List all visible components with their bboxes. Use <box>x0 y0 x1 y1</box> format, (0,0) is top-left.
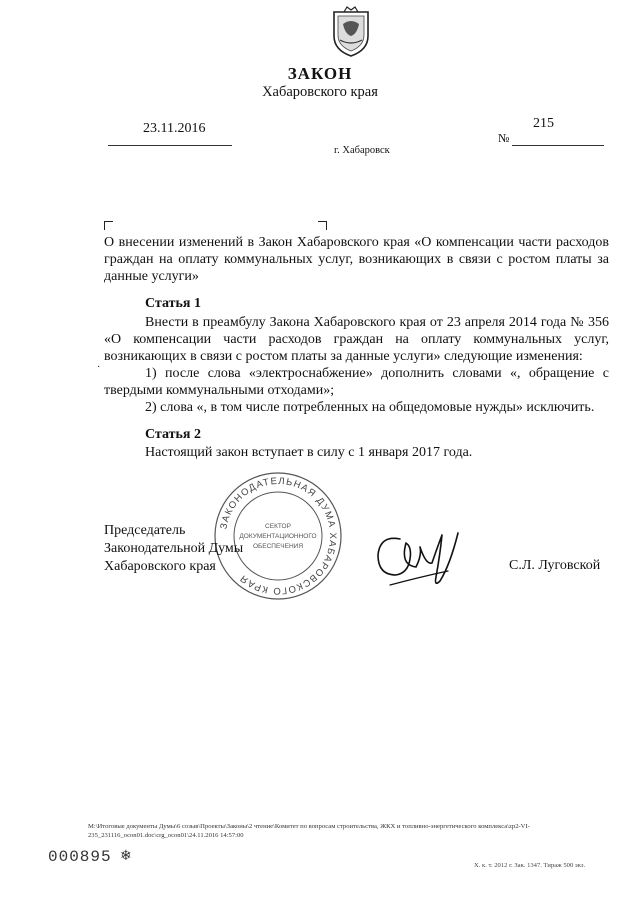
number-label: № <box>498 131 510 145</box>
position-line-2: Законодательной Думы <box>104 541 244 556</box>
heading-bracket-right <box>318 221 327 230</box>
snowflake-icon: ❄ <box>120 849 132 864</box>
article-1-intro: Внести в преамбулу Закона Хабаровского края от 23 апреля 2014 года № 356 «О компенсации части расходов граждан на оплату коммунальных услуг, возникающих в связи с ростом платы за данные услуги» следующие изменения: <box>104 315 609 364</box>
article-2-text: Настоящий закон вступает в силу с 1 января 2017 года. <box>145 445 473 460</box>
heading-bracket-left <box>104 221 113 230</box>
coat-of-arms-icon <box>330 6 372 58</box>
svg-text:СЕКТОР: СЕКТОР <box>265 523 291 530</box>
signatory-position <box>104 522 243 576</box>
footer-file-path: М:\Итоговые документы Думы\6 созыв\Проекты\Законы\2 чтение\Комитет по вопросам строительства, ЖКХ и топливно-энергетического комплекса\zp2-VI-235_231116_ocon01.doc\crg_ocon01\24.11.2016 14:57:00 <box>88 823 530 839</box>
document-date: 23.11.2016 <box>143 121 206 136</box>
position-line-3: Хабаровского края <box>104 559 216 574</box>
svg-text:ДОКУМЕНТАЦИОННОГО: ДОКУМЕНТАЦИОННОГО <box>239 533 317 540</box>
position-line-1: Председатель <box>104 523 186 538</box>
stamp-ring-text: ЗАКОНОДАТЕЛЬНАЯ ДУМА ХАБАРОВСКОГО КРАЯ <box>218 475 339 597</box>
number-underline <box>512 145 604 146</box>
law-heading: О внесении изменений в Закон Хабаровского края «О компенсации части расходов граждан на оплату коммунальных услуг, возникающих в связи с ростом платы за данные услуги» <box>104 235 609 284</box>
article-1-title: Статья 1 <box>145 296 201 311</box>
svg-text:ОБЕСПЕЧЕНИЯ: ОБЕСПЕЧЕНИЯ <box>252 543 304 550</box>
registration-number: 000895 <box>48 848 112 866</box>
article-2-title: Статья 2 <box>145 427 201 442</box>
document-subtitle: Хабаровского края <box>262 84 378 100</box>
document-number: 215 <box>533 116 554 131</box>
document-title: ЗАКОН <box>287 64 353 83</box>
date-underline <box>108 145 232 146</box>
margin-dot: · <box>97 362 101 373</box>
city-label: г. Хабаровск <box>334 145 390 156</box>
signatory-name: С.Л. Луговской <box>509 558 601 573</box>
handwritten-signature <box>370 525 462 591</box>
article-1-item-2: 2) слова «, в том числе потребленных на общедомовые нужды» исключить. <box>145 400 595 415</box>
print-info: Х. к. т. 2012 г. Зак. 1347. Тираж 500 экз. <box>474 862 586 869</box>
article-1-item-1: 1) после слова «электроснабжение» дополнить словами «, обращение с твердыми коммунальными отходами»; <box>104 366 609 398</box>
